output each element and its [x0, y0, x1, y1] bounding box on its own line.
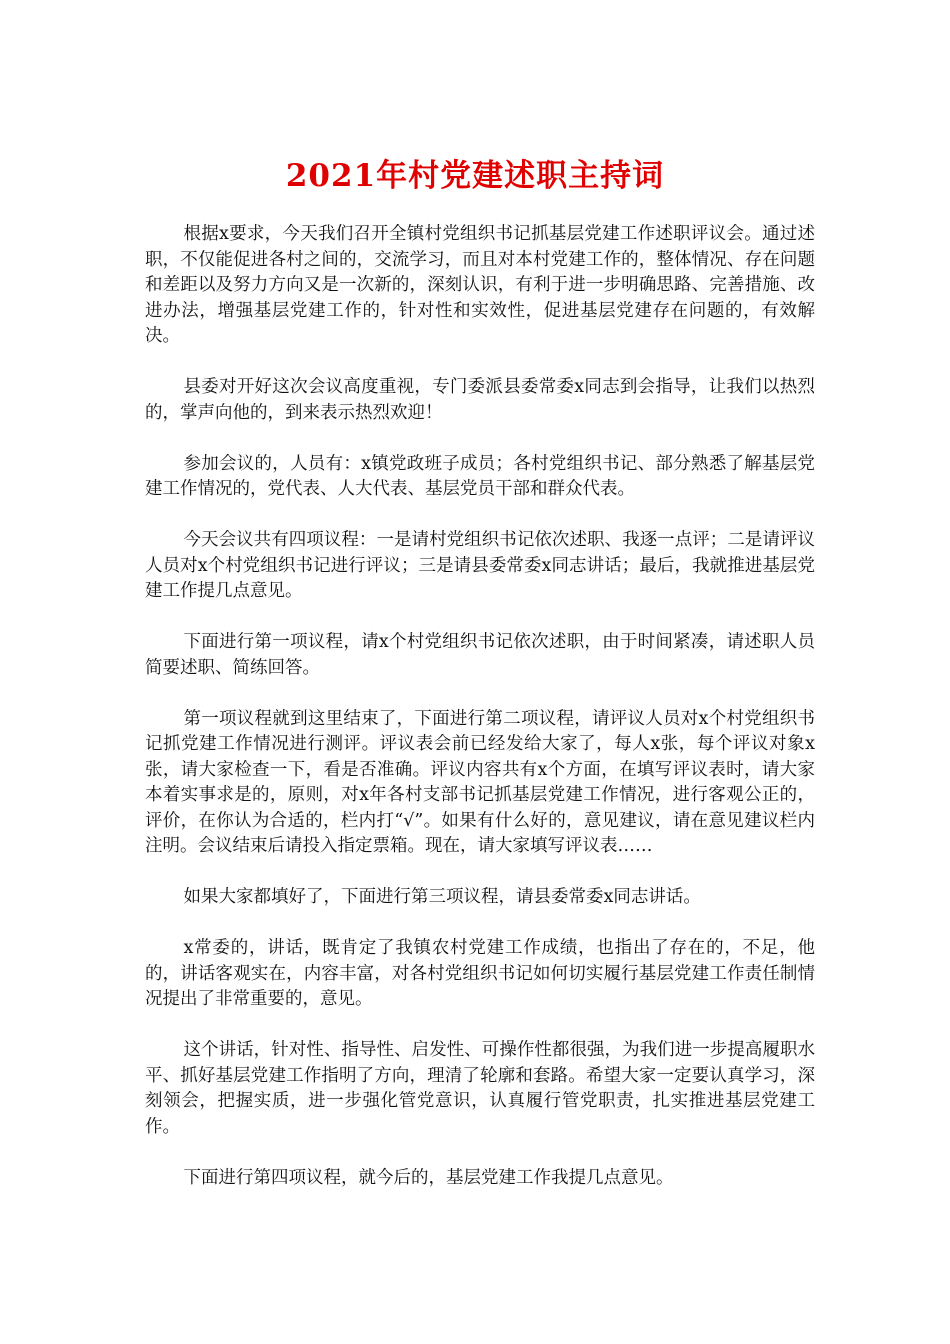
paragraph-9: 这个讲话，针对性、指导性、启发性、可操作性都很强，为我们进一步提高履职水平、抓好基层党建工作指明了方向，理清了轮廓和套路。希望大家一定要认真学习，深刻领会，把握实质，进一步强化管党意识，认真履行管党职责，扎实推进基层党建工作。: [145, 1040, 815, 1137]
paragraph-7: 如果大家都填好了，下面进行第三项议程，请县委常委x同志讲话。: [183, 887, 701, 907]
paragraph-6: 第一项议程就到这里结束了，下面进行第二项议程，请评议人员对x个村党组织书记抓党建工作情况进行测评。评议表会前已经发给大家了，每人x张，每个评议对象x张，请大家检查一下，看是否准确。评议内容共有x个方面，在填写评议表时，请大家本着实事求是的，原则，对x年各村支部书记抓基层党建工作情况，进行客观公正的，评价，在你认为合适的，栏内打“√”。如果有什么好的，意见建议，请在意见建议栏内注明。会议结束后请投入指定票箱。现在，请大家填写评议表……: [145, 708, 815, 856]
paragraph-4: 今天会议共有四项议程：一是请村党组织书记依次述职、我逐一点评；二是请评议人员对x个村党组织书记进行评议；三是请县委常委x同志讲话；最后，我就推进基层党建工作提几点意见。: [145, 530, 815, 601]
document-title: 2021年村党建述职主持词: [285, 158, 665, 194]
paragraph-3: 参加会议的，人员有：x镇党政班子成员；各村党组织书记、部分熟悉了解基层党建工作情况的，党代表、人大代表、基层党员干部和群众代表。: [145, 453, 815, 499]
paragraph-2: 县委对开好这次会议高度重视，专门委派县委常委x同志到会指导，让我们以热烈的，掌声向他的，到来表示热烈欢迎！: [145, 377, 815, 423]
paragraph-5: 下面进行第一项议程，请x个村党组织书记依次述职，由于时间紧凑，请述职人员简要述职、简练回答。: [145, 632, 815, 678]
document-body: [145, 222, 815, 1217]
paragraph-1: 根据x要求，今天我们召开全镇村党组织书记抓基层党建工作述职评议会。通过述职，不仅能促进各村之间的，交流学习，而且对本村党建工作的，整体情况、存在问题和差距以及努力方向又是一次新的，深刻认识，有利于进一步明确思路、完善措施、改进办法，增强基层党建工作的，针对性和实效性，促进基层党建存在问题的，有效解决。: [145, 224, 815, 346]
paragraph-8: x常委的，讲话，既肯定了我镇农村党建工作成绩，也指出了存在的，不足，他的，讲话客观实在，内容丰富，对各村党组织书记如何切实履行基层党建工作责任制情况提出了非常重要的，意见。: [145, 938, 815, 1009]
paragraph-10: 下面进行第四项议程，就今后的，基层党建工作我提几点意见。: [183, 1167, 674, 1188]
